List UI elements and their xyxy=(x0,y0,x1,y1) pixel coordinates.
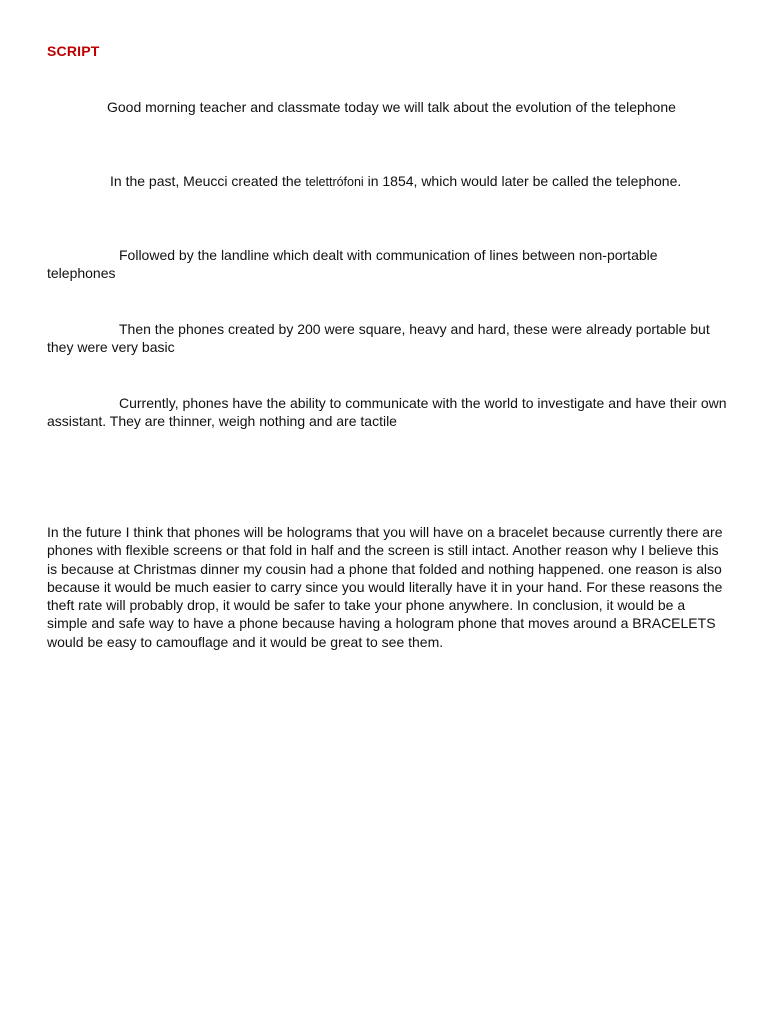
paragraph-currently xyxy=(47,394,727,431)
paragraph-future xyxy=(47,523,727,651)
paragraph-intro xyxy=(47,98,727,116)
paragraph-meucci-after: in 1854, which would later be called the telephone. xyxy=(363,173,682,189)
paragraph-meucci-term: telettrófoni xyxy=(305,175,364,189)
paragraph-meucci xyxy=(47,172,727,191)
paragraph-phones-200-text: Then the phones created by 200 were square, heavy and hard, these were already portable but they were very basic xyxy=(47,321,710,356)
paragraph-landline-text: Followed by the landline which dealt with communication of lines between non-portable telephones xyxy=(47,247,658,282)
paragraph-meucci-before: In the past, Meucci created the xyxy=(110,173,306,189)
paragraph-intro-text: Good morning teacher and classmate today we will talk about the evolution of the telephone xyxy=(107,99,676,115)
paragraph-phones-200 xyxy=(47,320,727,357)
paragraph-landline xyxy=(47,246,727,283)
paragraph-currently-text: Currently, phones have the ability to communicate with the world to investigate and have their own assistant. They are thinner, weigh nothing and are tactile xyxy=(47,395,727,430)
document-title: SCRIPT xyxy=(47,43,100,59)
paragraph-future-text: In the future I think that phones will be holograms that you will have on a bracelet because currently there are phones with flexible screens or that fold in half and the screen is still intact. Another reason why I believe this is because at Christmas dinner my cousin had a phone that folded and nothing happened. one reason is also because it would be much easier to carry since you would literally have it in your hand. For these reasons the theft rate will probably drop, it would be safer to take your phone anywhere. In conclusion, it would be a simple and safe way to have a phone because having a hologram phone that moves around a BRACELETS would be easy to camouflage and it would be great to see them. xyxy=(47,524,723,650)
